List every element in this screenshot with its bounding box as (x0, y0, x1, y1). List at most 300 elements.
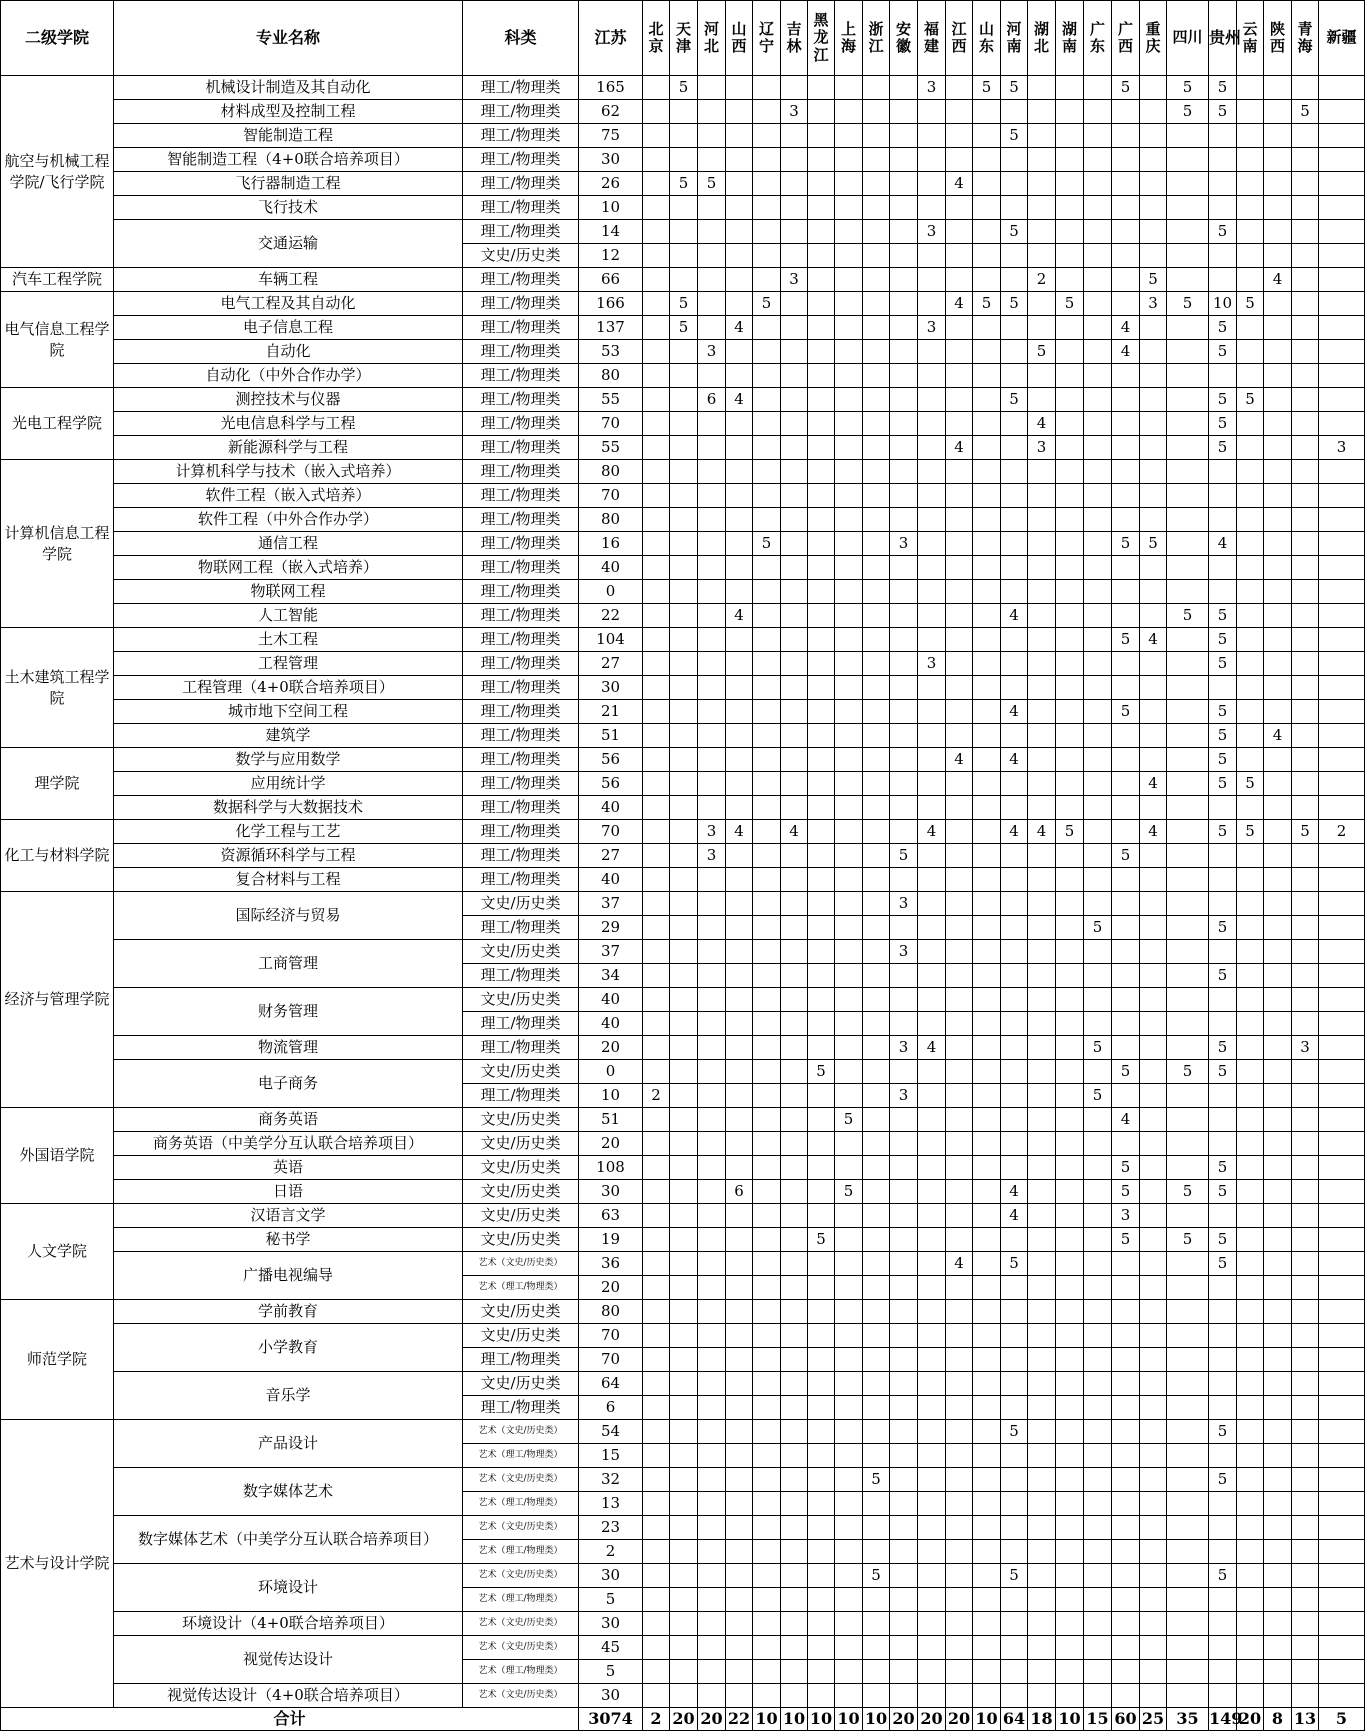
province-quota-cell (698, 1276, 726, 1300)
province-quota-cell (863, 1348, 890, 1372)
province-quota-cell (1167, 796, 1209, 820)
province-quota-cell: 4 (1028, 412, 1056, 436)
province-quota-cell (1209, 1636, 1237, 1660)
province-quota-cell (643, 1564, 670, 1588)
province-quota-cell (973, 1396, 1001, 1420)
province-quota-cell (670, 1444, 698, 1468)
province-quota-cell: 2 (1028, 268, 1056, 292)
province-quota-cell (726, 1516, 753, 1540)
jiangsu-quota-cell: 40 (579, 796, 643, 820)
province-quota-cell (973, 1204, 1001, 1228)
province-quota-cell: 3 (698, 820, 726, 844)
province-quota-cell (1237, 1372, 1264, 1396)
province-quota-cell (781, 1276, 808, 1300)
table-row (1, 172, 1365, 196)
province-quota-cell (1292, 868, 1319, 892)
province-quota-cell (1167, 1348, 1209, 1372)
province-quota-cell: 5 (1112, 76, 1140, 100)
province-quota-cell (753, 1276, 781, 1300)
province-quota-cell (726, 484, 753, 508)
province-quota-cell (890, 1276, 918, 1300)
province-quota-cell (1084, 316, 1112, 340)
province-quota-cell (808, 292, 835, 316)
province-quota-cell (1112, 412, 1140, 436)
header-province: 北京 (643, 1, 670, 76)
province-quota-cell (1056, 628, 1084, 652)
province-quota-cell (946, 1420, 973, 1444)
province-quota-cell (1167, 892, 1209, 916)
table-row (1, 1060, 1365, 1084)
province-quota-cell: 5 (670, 172, 698, 196)
province-quota-cell: 5 (1001, 124, 1028, 148)
province-quota-cell: 5 (1167, 292, 1209, 316)
province-quota-cell (781, 1012, 808, 1036)
province-quota-cell (670, 820, 698, 844)
province-quota-cell (643, 676, 670, 700)
province-quota-cell (1028, 196, 1056, 220)
province-quota-cell (890, 1252, 918, 1276)
province-quota-cell (946, 220, 973, 244)
province-quota-cell (835, 1492, 863, 1516)
province-quota-cell (1112, 388, 1140, 412)
province-quota-cell (726, 844, 753, 868)
province-quota-cell (808, 1012, 835, 1036)
province-quota-cell (698, 1372, 726, 1396)
major-cell: 复合材料与工程 (114, 868, 463, 892)
province-quota-cell (1140, 1420, 1167, 1444)
province-quota-cell (753, 508, 781, 532)
total-province-cell: 35 (1167, 1708, 1209, 1731)
province-quota-cell: 5 (1084, 916, 1112, 940)
province-quota-cell (670, 1420, 698, 1444)
province-quota-cell (1084, 676, 1112, 700)
province-quota-cell (890, 244, 918, 268)
table-row (1, 556, 1365, 580)
province-quota-cell (643, 964, 670, 988)
total-province-cell: 20 (890, 1708, 918, 1731)
province-quota-cell (1028, 124, 1056, 148)
province-quota-cell (1167, 724, 1209, 748)
province-quota-cell (753, 436, 781, 460)
province-quota-cell (1292, 148, 1319, 172)
province-quota-cell (726, 700, 753, 724)
province-quota-cell (698, 1516, 726, 1540)
province-quota-cell (1167, 1492, 1209, 1516)
province-quota-cell (726, 1540, 753, 1564)
province-quota-cell (946, 1540, 973, 1564)
province-quota-cell (670, 1228, 698, 1252)
province-quota-cell (753, 1252, 781, 1276)
province-quota-cell (1237, 412, 1264, 436)
province-quota-cell (1056, 1372, 1084, 1396)
province-quota-cell (1001, 1060, 1028, 1084)
province-quota-cell (890, 772, 918, 796)
province-quota-cell (1237, 1132, 1264, 1156)
province-quota-cell: 5 (1209, 1420, 1237, 1444)
category-cell: 理工/物理类 (463, 76, 579, 100)
province-quota-cell (698, 988, 726, 1012)
province-quota-cell (1028, 1252, 1056, 1276)
major-cell: 数字媒体艺术 (114, 1468, 463, 1516)
province-quota-cell (1319, 580, 1365, 604)
college-cell: 理学院 (1, 748, 114, 820)
province-quota-cell (808, 748, 835, 772)
province-quota-cell (753, 1420, 781, 1444)
province-quota-cell (1028, 1060, 1056, 1084)
province-quota-cell (918, 1300, 946, 1324)
province-quota-cell (1209, 484, 1237, 508)
jiangsu-quota-cell: 21 (579, 700, 643, 724)
province-quota-cell (670, 1612, 698, 1636)
province-quota-cell (973, 1228, 1001, 1252)
province-quota-cell (918, 700, 946, 724)
province-quota-cell (1001, 1036, 1028, 1060)
province-quota-cell (1167, 1300, 1209, 1324)
province-quota-cell (1140, 1564, 1167, 1588)
province-quota-cell (726, 76, 753, 100)
province-quota-cell (1084, 1276, 1112, 1300)
province-quota-cell (670, 364, 698, 388)
province-quota-cell (726, 556, 753, 580)
province-quota-cell (890, 1420, 918, 1444)
province-quota-cell (781, 604, 808, 628)
province-quota-cell (863, 1540, 890, 1564)
province-quota-cell (1292, 988, 1319, 1012)
province-quota-cell (1112, 436, 1140, 460)
province-quota-cell (753, 868, 781, 892)
province-quota-cell (1112, 100, 1140, 124)
province-quota-cell (918, 964, 946, 988)
province-quota-cell (781, 1084, 808, 1108)
province-quota-cell (670, 964, 698, 988)
province-quota-cell (670, 124, 698, 148)
province-quota-cell (698, 1084, 726, 1108)
province-quota-cell (863, 700, 890, 724)
major-cell: 视觉传达设计（4+0联合培养项目） (114, 1684, 463, 1708)
table-row (1, 124, 1365, 148)
province-quota-cell: 5 (1112, 844, 1140, 868)
province-quota-cell (918, 292, 946, 316)
province-quota-cell (808, 484, 835, 508)
category-cell: 理工/物理类 (463, 196, 579, 220)
province-quota-cell (1292, 1420, 1319, 1444)
province-quota-cell (670, 1252, 698, 1276)
province-quota-cell (973, 196, 1001, 220)
province-quota-cell (1084, 1060, 1112, 1084)
province-quota-cell (973, 412, 1001, 436)
province-quota-cell (643, 292, 670, 316)
province-quota-cell (1237, 1060, 1264, 1084)
province-quota-cell: 2 (643, 1084, 670, 1108)
college-cell: 汽车工程学院 (1, 268, 114, 292)
province-quota-cell (1056, 340, 1084, 364)
province-quota-cell (1209, 1108, 1237, 1132)
province-quota-cell (1140, 1684, 1167, 1708)
province-quota-cell (781, 292, 808, 316)
province-quota-cell (1084, 700, 1112, 724)
province-quota-cell (1112, 196, 1140, 220)
province-quota-cell (726, 652, 753, 676)
jiangsu-quota-cell: 30 (579, 1564, 643, 1588)
province-quota-cell: 4 (726, 316, 753, 340)
province-quota-cell (918, 1468, 946, 1492)
province-quota-cell (1209, 1516, 1237, 1540)
jiangsu-quota-cell: 30 (579, 148, 643, 172)
province-quota-cell (1237, 172, 1264, 196)
province-quota-cell (890, 1444, 918, 1468)
province-quota-cell: 4 (1140, 820, 1167, 844)
province-quota-cell (1084, 748, 1112, 772)
major-cell: 工程管理 (114, 652, 463, 676)
province-quota-cell (835, 244, 863, 268)
table-row (1, 100, 1365, 124)
province-quota-cell (1237, 1444, 1264, 1468)
province-quota-cell (1209, 268, 1237, 292)
province-quota-cell (918, 124, 946, 148)
province-quota-cell: 3 (890, 1036, 918, 1060)
province-quota-cell (835, 772, 863, 796)
province-quota-cell (918, 1012, 946, 1036)
major-cell: 智能制造工程（4+0联合培养项目） (114, 148, 463, 172)
province-quota-cell (1028, 1396, 1056, 1420)
province-quota-cell: 3 (1140, 292, 1167, 316)
category-cell: 艺术（文史/历史类） (463, 1612, 579, 1636)
province-quota-cell (1264, 796, 1292, 820)
category-cell: 理工/物理类 (463, 292, 579, 316)
province-quota-cell (835, 1612, 863, 1636)
province-quota-cell (946, 124, 973, 148)
province-quota-cell (1028, 388, 1056, 412)
province-quota-cell (1140, 1180, 1167, 1204)
total-province-cell: 20 (670, 1708, 698, 1731)
category-cell: 理工/物理类 (463, 1036, 579, 1060)
province-quota-cell (670, 1012, 698, 1036)
province-quota-cell (670, 796, 698, 820)
province-quota-cell (1292, 124, 1319, 148)
province-quota-cell (753, 220, 781, 244)
province-quota-cell (946, 652, 973, 676)
province-quota-cell (670, 1492, 698, 1516)
province-quota-cell (781, 1108, 808, 1132)
province-quota-cell (973, 340, 1001, 364)
table-row (1, 844, 1365, 868)
province-quota-cell (1237, 916, 1264, 940)
college-cell: 电气信息工程学院 (1, 292, 114, 388)
province-quota-cell (918, 1372, 946, 1396)
province-quota-cell: 3 (890, 892, 918, 916)
province-quota-cell (1292, 796, 1319, 820)
province-quota-cell (670, 1300, 698, 1324)
province-quota-cell (1112, 652, 1140, 676)
province-quota-cell (753, 76, 781, 100)
province-quota-cell (753, 820, 781, 844)
province-quota-cell (1056, 412, 1084, 436)
province-quota-cell (781, 76, 808, 100)
province-quota-cell (698, 124, 726, 148)
province-quota-cell (1167, 1276, 1209, 1300)
total-province-cell: 60 (1112, 1708, 1140, 1731)
province-quota-cell (1028, 892, 1056, 916)
province-quota-cell (1028, 1276, 1056, 1300)
province-quota-cell (863, 532, 890, 556)
province-quota-cell (698, 748, 726, 772)
province-quota-cell (670, 1156, 698, 1180)
province-quota-cell (1140, 748, 1167, 772)
province-quota-cell (1140, 196, 1167, 220)
province-quota-cell (1237, 844, 1264, 868)
province-quota-cell (753, 196, 781, 220)
category-cell: 理工/物理类 (463, 916, 579, 940)
province-quota-cell (1112, 1540, 1140, 1564)
province-quota-cell (890, 988, 918, 1012)
province-quota-cell (973, 436, 1001, 460)
province-quota-cell (1112, 1276, 1140, 1300)
province-quota-cell (670, 340, 698, 364)
province-quota-cell (1237, 364, 1264, 388)
province-quota-cell (1001, 1444, 1028, 1468)
category-cell: 理工/物理类 (463, 1084, 579, 1108)
province-quota-cell (1056, 460, 1084, 484)
province-quota-cell (1056, 796, 1084, 820)
province-quota-cell: 5 (808, 1060, 835, 1084)
province-quota-cell: 5 (1084, 1084, 1112, 1108)
province-quota-cell (863, 628, 890, 652)
province-quota-cell: 4 (946, 172, 973, 196)
jiangsu-quota-cell: 27 (579, 652, 643, 676)
jiangsu-quota-cell: 70 (579, 412, 643, 436)
province-quota-cell: 5 (1167, 76, 1209, 100)
province-quota-cell (1292, 1012, 1319, 1036)
province-quota-cell (1264, 172, 1292, 196)
province-quota-cell (1084, 604, 1112, 628)
jiangsu-quota-cell: 56 (579, 748, 643, 772)
province-quota-cell (781, 460, 808, 484)
college-cell: 师范学院 (1, 1300, 114, 1420)
province-quota-cell (918, 796, 946, 820)
province-quota-cell (835, 1372, 863, 1396)
province-quota-cell (726, 1684, 753, 1708)
major-cell: 资源循环科学与工程 (114, 844, 463, 868)
province-quota-cell (808, 460, 835, 484)
province-quota-cell (1264, 1396, 1292, 1420)
province-quota-cell (1209, 580, 1237, 604)
province-quota-cell (1084, 892, 1112, 916)
province-quota-cell (1001, 940, 1028, 964)
major-cell: 工程管理（4+0联合培养项目） (114, 676, 463, 700)
province-quota-cell (643, 196, 670, 220)
province-quota-cell (835, 1156, 863, 1180)
province-quota-cell (726, 1420, 753, 1444)
province-quota-cell (1319, 1444, 1365, 1468)
province-quota-cell (781, 916, 808, 940)
province-quota-cell (1264, 196, 1292, 220)
province-quota-cell (835, 1516, 863, 1540)
province-quota-cell (643, 148, 670, 172)
header-province: 湖南 (1056, 1, 1084, 76)
province-quota-cell (808, 1180, 835, 1204)
province-quota-cell (1167, 340, 1209, 364)
province-quota-cell: 5 (753, 532, 781, 556)
college-cell: 土木建筑工程学院 (1, 628, 114, 748)
province-quota-cell (1237, 1396, 1264, 1420)
province-quota-cell (1140, 1660, 1167, 1684)
province-quota-cell (1056, 100, 1084, 124)
province-quota-cell: 3 (918, 316, 946, 340)
province-quota-cell (918, 868, 946, 892)
province-quota-cell (973, 508, 1001, 532)
province-quota-cell (698, 1348, 726, 1372)
province-quota-cell (1001, 1012, 1028, 1036)
jiangsu-quota-cell: 108 (579, 1156, 643, 1180)
province-quota-cell (973, 820, 1001, 844)
province-quota-cell (1056, 1204, 1084, 1228)
jiangsu-quota-cell: 55 (579, 388, 643, 412)
province-quota-cell: 4 (1001, 604, 1028, 628)
province-quota-cell (918, 1660, 946, 1684)
province-quota-cell (1001, 1396, 1028, 1420)
province-quota-cell (1084, 1516, 1112, 1540)
category-cell: 理工/物理类 (463, 364, 579, 388)
table-row (1, 868, 1365, 892)
total-province-cell: 8 (1264, 1708, 1292, 1731)
total-province-cell: 25 (1140, 1708, 1167, 1731)
province-quota-cell (918, 580, 946, 604)
province-quota-cell (1292, 1156, 1319, 1180)
jiangsu-quota-cell: 62 (579, 100, 643, 124)
province-quota-cell (643, 700, 670, 724)
province-quota-cell (698, 76, 726, 100)
province-quota-cell (918, 484, 946, 508)
province-quota-cell (835, 988, 863, 1012)
table-row (1, 652, 1365, 676)
province-quota-cell (863, 508, 890, 532)
jiangsu-quota-cell: 40 (579, 1012, 643, 1036)
province-quota-cell (726, 1636, 753, 1660)
jiangsu-quota-cell: 20 (579, 1276, 643, 1300)
province-quota-cell (946, 268, 973, 292)
major-cell: 新能源科学与工程 (114, 436, 463, 460)
province-quota-cell (1319, 508, 1365, 532)
province-quota-cell (973, 1444, 1001, 1468)
province-quota-cell (670, 1588, 698, 1612)
province-quota-cell (808, 1300, 835, 1324)
province-quota-cell (1237, 1468, 1264, 1492)
province-quota-cell (1264, 1492, 1292, 1516)
province-quota-cell (643, 508, 670, 532)
province-quota-cell (890, 964, 918, 988)
province-quota-cell (1001, 1228, 1028, 1252)
province-quota-cell (1209, 892, 1237, 916)
province-quota-cell (726, 964, 753, 988)
province-quota-cell (643, 604, 670, 628)
province-quota-cell (1167, 1684, 1209, 1708)
province-quota-cell (1056, 1012, 1084, 1036)
province-quota-cell (753, 844, 781, 868)
province-quota-cell (1112, 1564, 1140, 1588)
province-quota-cell (808, 1540, 835, 1564)
province-quota-cell: 3 (1112, 1204, 1140, 1228)
province-quota-cell (918, 532, 946, 556)
major-cell: 电子信息工程 (114, 316, 463, 340)
province-quota-cell: 5 (1112, 532, 1140, 556)
province-quota-cell (1140, 964, 1167, 988)
category-cell: 艺术（文史/历史类） (463, 1636, 579, 1660)
province-quota-cell (835, 364, 863, 388)
province-quota-cell (698, 964, 726, 988)
major-cell: 广播电视编导 (114, 1252, 463, 1300)
province-quota-cell (1237, 580, 1264, 604)
category-cell: 文史/历史类 (463, 1228, 579, 1252)
